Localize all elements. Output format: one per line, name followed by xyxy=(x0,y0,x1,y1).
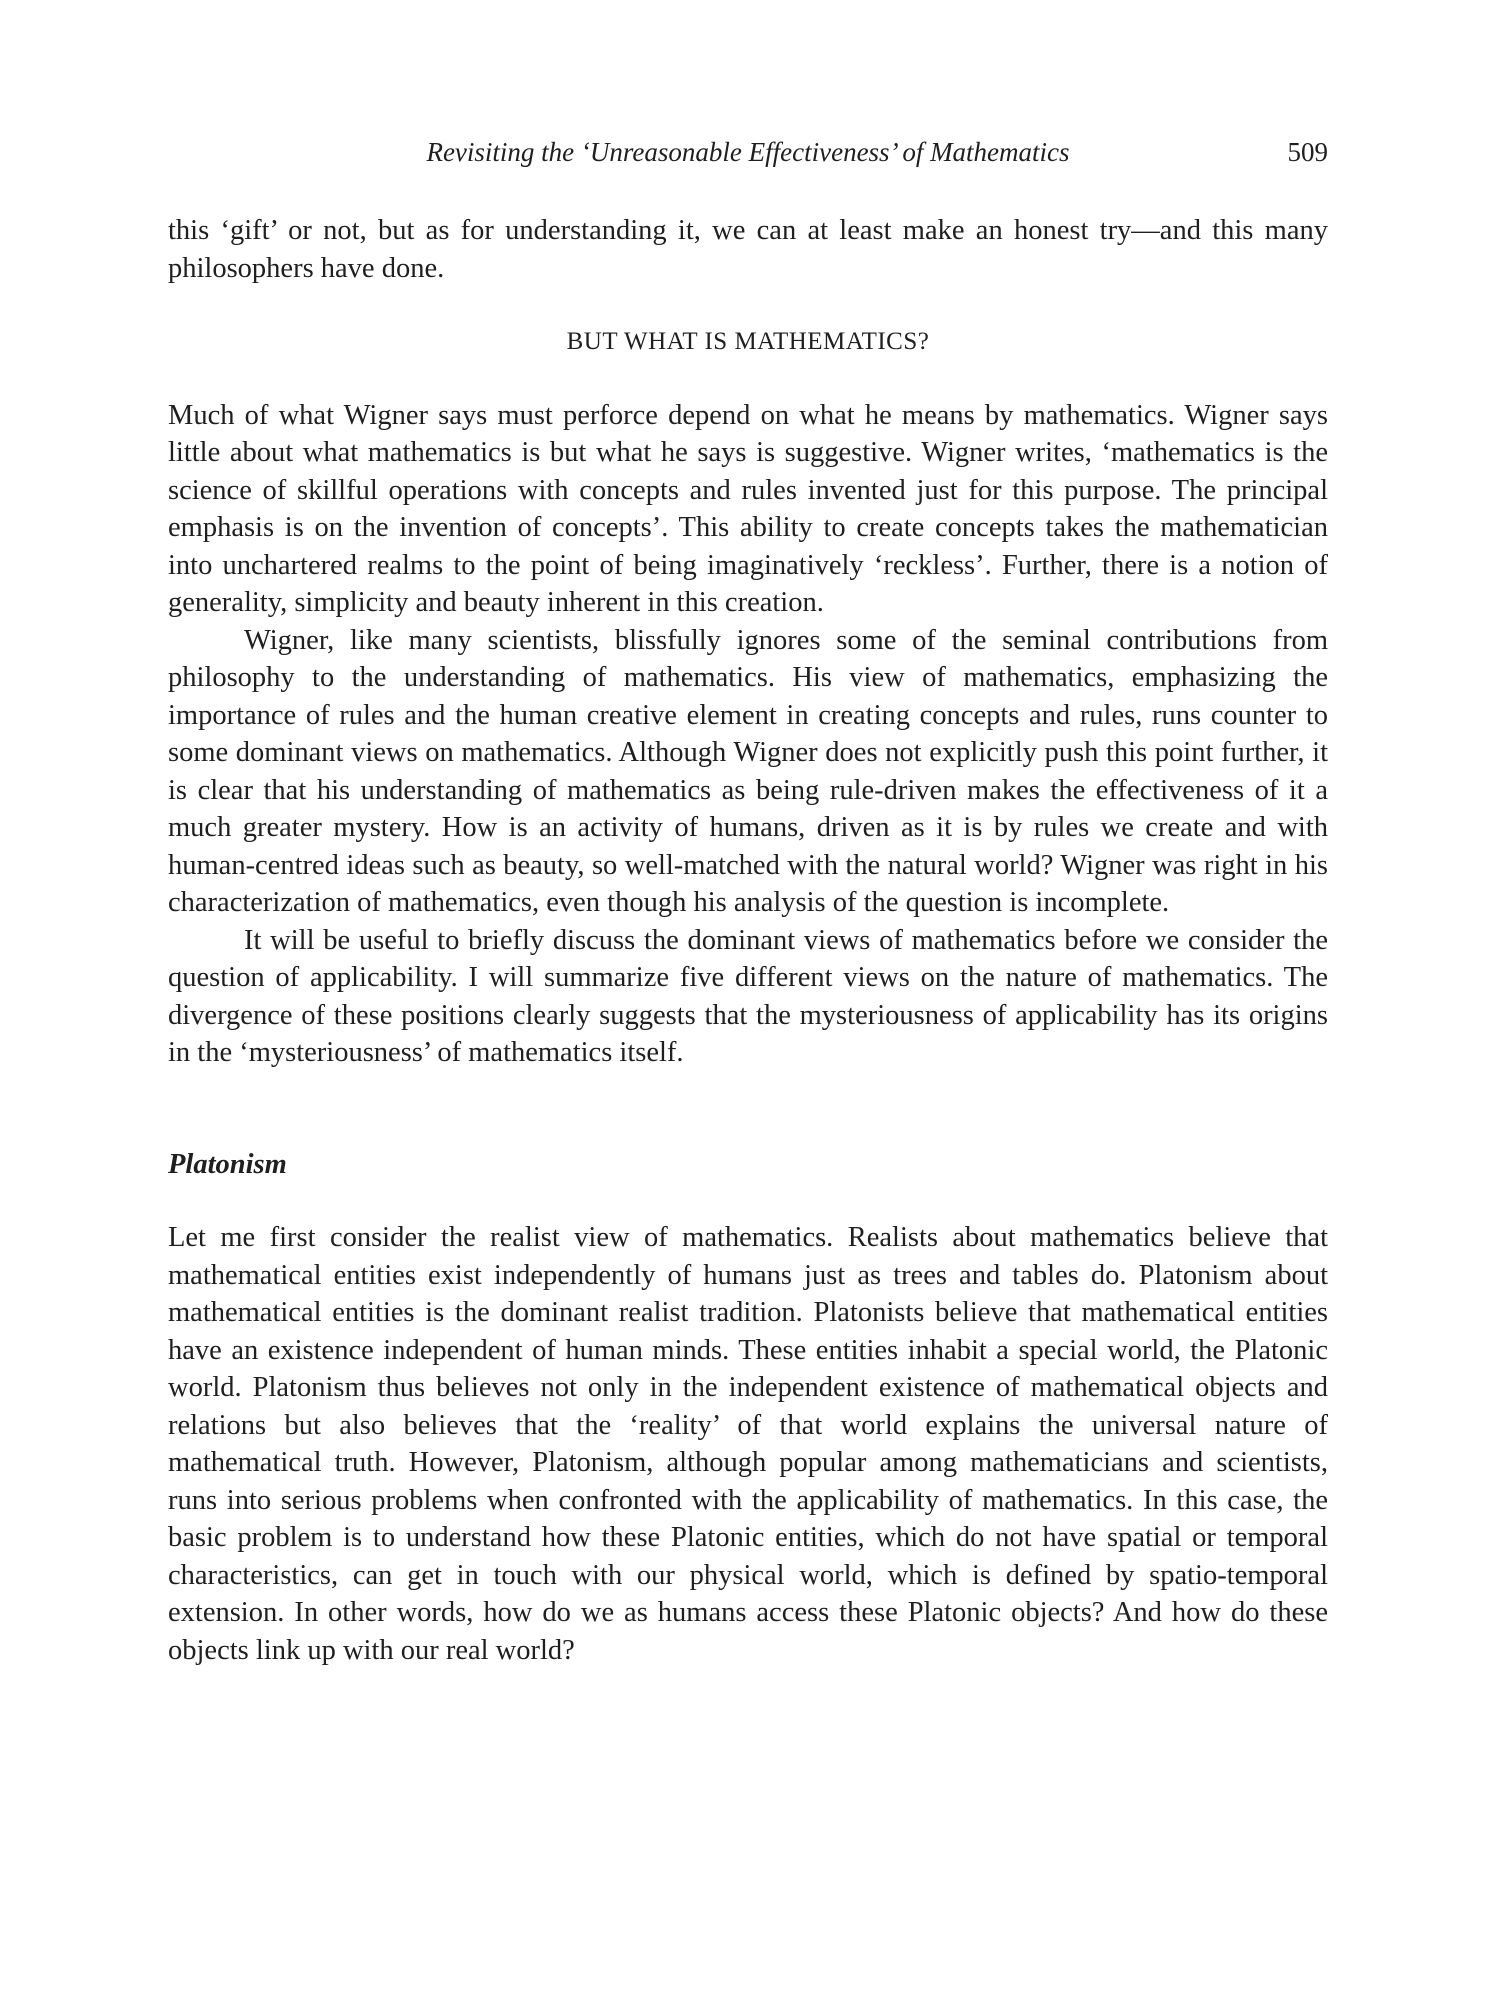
page-number: 509 xyxy=(1287,137,1328,167)
running-head xyxy=(168,132,1328,172)
paragraph: Wigner, like many scientists, blissfully ignores some of the seminal contributions from philosophy to the understanding of mathematics. His view of mathematics, emphasizing the importance of rules and the human creative element in creating concepts and rules, runs counter to some dominant views on mathematics. Although Wigner does not explicitly push this point further, it is clear that his understanding of mathematics as being rule-driven makes the effectiveness of it a much greater mystery. How is an activity of humans, driven as it is by rules we create and with human-centred ideas such as beauty, so well-matched with the natural world? Wigner was right in his characterization of mathematics, even though his analysis of the question is incomplete. xyxy=(168,624,1328,918)
continued-paragraph: this ‘gift’ or not, but as for understanding it, we can at least make an honest try—and this many philosophers have done. xyxy=(168,215,1328,284)
paragraph: Much of what Wigner says must perforce depend on what he means by mathematics. Wigner says little about what mathematics is but what he says is suggestive. Wigner writes, ‘mathematics is the science of skillful operations with concepts and rules invented just for this purpose. The principal emphasis is on the invention of concepts’. This ability to create concepts takes the mathematician into unchartered realms to the point of being imaginatively ‘reckless’. Further, there is a notion of generality, simplicity and beauty inherent in this creation. xyxy=(168,399,1328,618)
paragraph: Let me first consider the realist view of mathematics. Realists about mathematics believe that mathematical entities exist independently of humans just as trees and tables do. Platonism about mathematical entities is the dominant realist tradition. Platonists believe that mathematical entities have an existence independent of human minds. These entities inhabit a special world, the Platonic world. Platonism thus believes not only in the independent existence of mathematical objects and relations but also believes that the ‘reality’ of that world explains the universal nature of mathematical truth. However, Platonism, although popular among mathematicians and scientists, runs into serious problems when confronted with the applicability of mathematics. In this case, the basic problem is to understand how these Platonic entities, which do not have spatial or temporal characteristics, can get in touch with our physical world, which is defined by spatio-temporal extension. In other words, how do we as humans access these Platonic objects? And how do these objects link up with our real world? xyxy=(168,1222,1328,1666)
running-title: Revisiting the ‘Unreasonable Effectiveness’ of Mathematics xyxy=(426,137,1070,167)
paragraph: It will be useful to briefly discuss the dominant views of mathematics before we consider the question of applicability. I will summarize five different views on the nature of mathematics. The divergence of these positions clearly suggests that the mysteriousness of applicability has its origins in the ‘mysteriousness’ of mathematics itself. xyxy=(168,924,1328,1068)
body-text xyxy=(168,212,1328,1669)
section-heading: BUT WHAT IS MATHEMATICS? xyxy=(566,328,930,355)
subsection-heading: Platonism xyxy=(168,1148,287,1180)
